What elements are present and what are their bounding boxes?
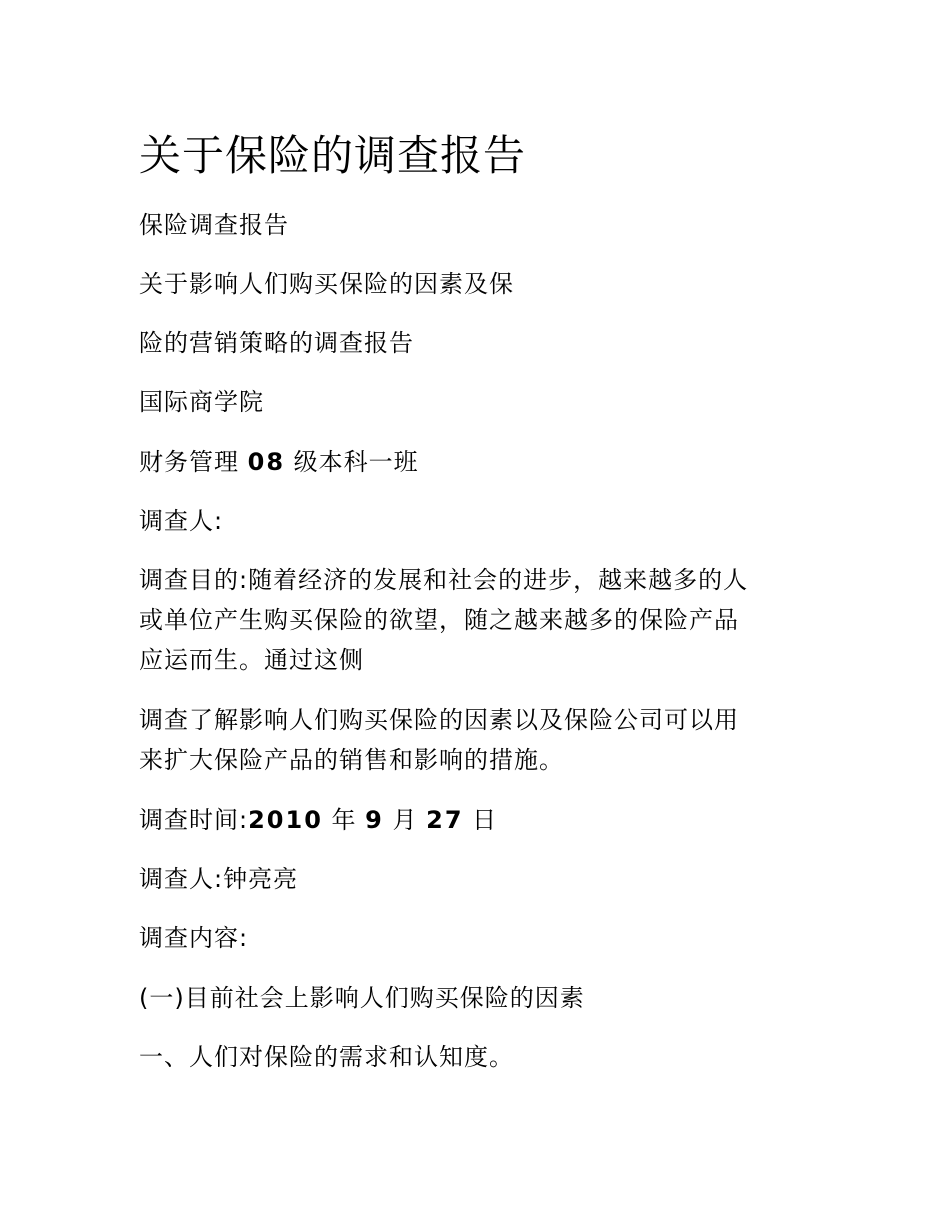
time-day-unit: 日 (463, 806, 498, 834)
time-year-unit: 年 (322, 806, 366, 834)
document-title: 关于保险的调查报告 (139, 131, 527, 180)
investigator-label: 调查人: (139, 507, 224, 535)
heading-line-2: 险的营销策略的调查报告 (139, 329, 414, 357)
purpose-line: 或单位产生购买保险的欲望，随之越来越多的保险产品 (139, 606, 739, 634)
time-year: 2010 (248, 806, 323, 834)
time-month: 9 (365, 806, 384, 834)
survey-time (139, 800, 819, 840)
time-label: 调查时间: (139, 806, 249, 834)
purpose-line: 应运而生。通过这侧 (139, 646, 364, 674)
content-label: 调查内容: (139, 924, 249, 952)
heading-line-1: 关于影响人们购买保险的因素及保 (139, 270, 514, 298)
purpose-line: 调查目的:随着经济的发展和社会的进步，越来越多的人 (139, 566, 749, 594)
time-day: 27 (426, 806, 464, 834)
school-name: 国际商学院 (139, 388, 264, 416)
purpose-continued-paragraph (139, 700, 819, 780)
class-number: 08 (247, 448, 286, 476)
class-name (139, 442, 819, 482)
purpose-paragraph (139, 560, 819, 680)
time-month-unit: 月 (383, 806, 427, 834)
item-heading: 一、人们对保险的需求和认知度。 (139, 1043, 514, 1071)
purpose-line: 来扩大保险产品的销售和影响的措施。 (139, 746, 564, 774)
section-heading: (一)目前社会上影响人们购买保险的因素 (139, 984, 585, 1012)
subtitle: 保险调查报告 (139, 211, 289, 239)
class-suffix: 级本科一班 (285, 448, 419, 476)
purpose-line: 调查了解影响人们购买保险的因素以及保险公司可以用 (139, 706, 739, 734)
investigator-name: 调查人:钟亮亮 (139, 865, 299, 893)
class-prefix: 财务管理 (139, 448, 248, 476)
